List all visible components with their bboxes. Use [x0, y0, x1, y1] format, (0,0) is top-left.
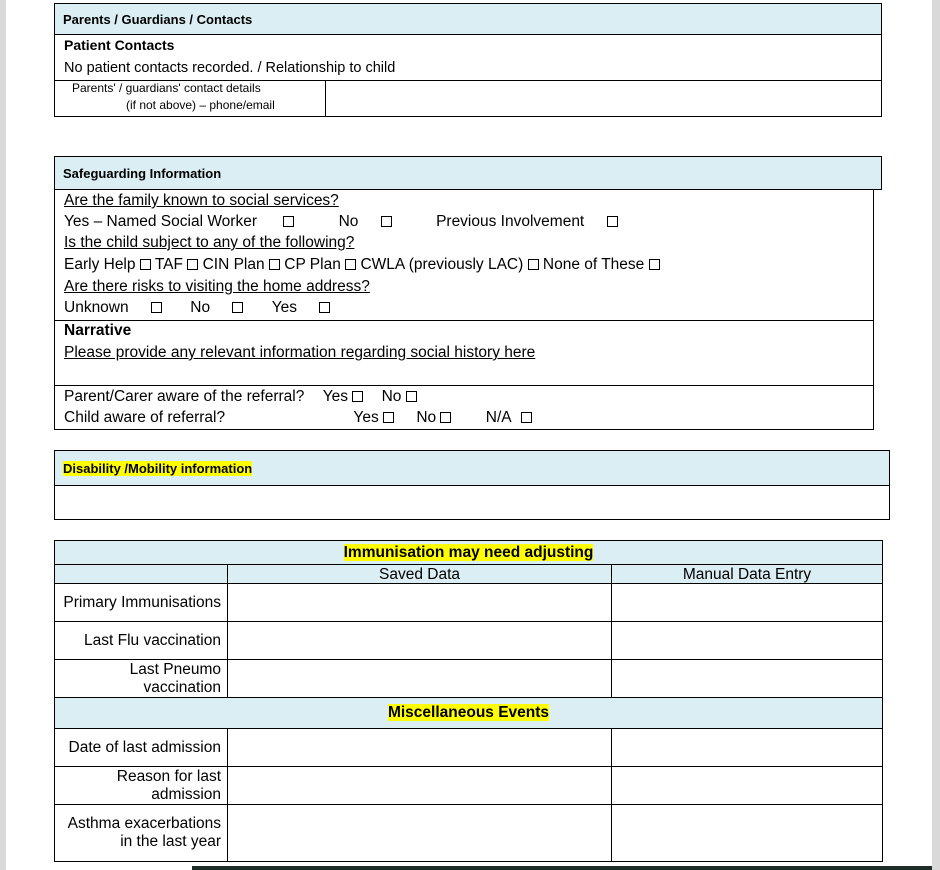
opt-early-help-label: Early Help [64, 256, 136, 273]
table-row [55, 622, 883, 660]
social-services-options [64, 213, 618, 231]
table-row [55, 584, 883, 622]
child-aware-na-checkbox[interactable] [521, 412, 532, 423]
parent-aware-no-label: No [381, 388, 402, 405]
early-help-checkbox[interactable] [140, 259, 151, 270]
no-checkbox[interactable] [381, 216, 392, 227]
immunisation-title-cell [55, 541, 883, 565]
child-aware-yes-label: Yes [353, 409, 379, 426]
parent-aware-yes-label: Yes [322, 388, 348, 405]
patient-contacts-title: Patient Contacts [64, 37, 175, 53]
contact-details-input[interactable] [330, 82, 878, 114]
opt-risk-no-label: No [190, 299, 211, 316]
table-row [55, 729, 883, 767]
left-gutter [0, 0, 6, 870]
cwla-checkbox[interactable] [528, 259, 539, 270]
risk-yes-checkbox[interactable] [319, 302, 330, 313]
right-gutter [932, 0, 940, 870]
manual-entry-cell[interactable] [612, 584, 883, 622]
parent-aware-yes-checkbox[interactable] [352, 391, 363, 402]
manual-entry-cell[interactable] [612, 767, 883, 805]
table-row [55, 767, 883, 805]
manual-entry-cell[interactable] [612, 622, 883, 660]
saved-data-cell [228, 767, 612, 805]
child-aware-row [64, 409, 532, 427]
immunisation-title: Immunisation may need adjusting [343, 543, 594, 561]
yes-named-checkbox[interactable] [283, 216, 294, 227]
saved-data-cell [228, 660, 612, 698]
opt-no-label: No [338, 213, 359, 230]
unknown-checkbox[interactable] [151, 302, 162, 313]
parent-aware-row [64, 388, 417, 406]
parent-aware-no-checkbox[interactable] [406, 391, 417, 402]
taf-checkbox[interactable] [187, 259, 198, 270]
col-header-saved: Saved Data [228, 565, 612, 584]
none-of-these-checkbox[interactable] [649, 259, 660, 270]
disability-section-title: Disability /Mobility information [63, 460, 253, 476]
contact-details-label-line1: Parents' / guardians' contact details [72, 81, 261, 95]
saved-data-cell [228, 729, 612, 767]
immunisation-table [54, 540, 883, 862]
child-subject-options [64, 256, 660, 274]
opt-previous-label: Previous Involvement [436, 213, 585, 230]
misc-title: Miscellaneous Events [387, 704, 550, 721]
col-header-label [55, 565, 228, 584]
opt-cp-label: CP Plan [284, 256, 341, 273]
manual-entry-cell[interactable] [612, 660, 883, 698]
cin-plan-checkbox[interactable] [269, 259, 280, 270]
q-parent-aware: Parent/Carer aware of the referral? [64, 388, 305, 405]
col-header-manual: Manual Data Entry [612, 565, 883, 584]
row-label: Last Flu vaccination [55, 622, 228, 660]
opt-unknown-label: Unknown [64, 299, 129, 316]
opt-taf-label: TAF [154, 256, 183, 273]
row-label: Last Pneumo vaccination [55, 660, 228, 698]
table-row [55, 660, 883, 698]
disability-input[interactable] [54, 485, 890, 520]
safeguarding-section-header [54, 156, 882, 190]
q-social-services: Are the family known to social services? [64, 192, 339, 209]
opt-risk-yes-label: Yes [271, 299, 297, 316]
narrative-prompt[interactable]: Please provide any relevant information regarding social history here [64, 344, 536, 361]
child-aware-no-checkbox[interactable] [440, 412, 451, 423]
previous-involvement-checkbox[interactable] [607, 216, 618, 227]
safeguarding-section-title: Safeguarding Information [63, 165, 222, 181]
contact-details-label-line2: (if not above) – phone/email [126, 98, 275, 112]
disability-section-header [54, 450, 890, 486]
manual-entry-cell[interactable] [612, 729, 883, 767]
q-child-aware: Child aware of referral? [64, 409, 226, 426]
opt-none-label: None of These [542, 256, 645, 273]
parents-section-header [54, 3, 882, 35]
cp-plan-checkbox[interactable] [345, 259, 356, 270]
saved-data-cell [228, 584, 612, 622]
q-risks: Are there risks to visiting the home address? [64, 278, 370, 295]
row-label: Reason for last admission [55, 767, 228, 805]
risks-options [64, 299, 330, 317]
misc-title-cell [55, 698, 883, 729]
child-aware-yes-checkbox[interactable] [383, 412, 394, 423]
parents-section-title: Parents / Guardians / Contacts [63, 11, 253, 27]
opt-cin-label: CIN Plan [202, 256, 265, 273]
q-child-subject: Is the child subject to any of the following? [64, 234, 355, 251]
row-label: Date of last admission [55, 729, 228, 767]
manual-entry-cell[interactable] [612, 805, 883, 862]
patient-contacts-text: No patient contacts recorded. / Relationship to child [64, 60, 396, 76]
narrative-title: Narrative [64, 322, 132, 339]
row-label: Asthma exacerbations in the last year [55, 805, 228, 862]
table-row [55, 805, 883, 862]
child-aware-na-label: N/A [485, 409, 511, 426]
row-label: Primary Immunisations [55, 584, 228, 622]
opt-yes-named-label: Yes – Named Social Worker [64, 213, 257, 230]
saved-data-cell [228, 805, 612, 862]
bottom-bar [192, 866, 932, 870]
risk-no-checkbox[interactable] [232, 302, 243, 313]
child-aware-no-label: No [416, 409, 437, 426]
saved-data-cell [228, 622, 612, 660]
opt-cwla-label: CWLA (previously LAC) [360, 256, 524, 273]
